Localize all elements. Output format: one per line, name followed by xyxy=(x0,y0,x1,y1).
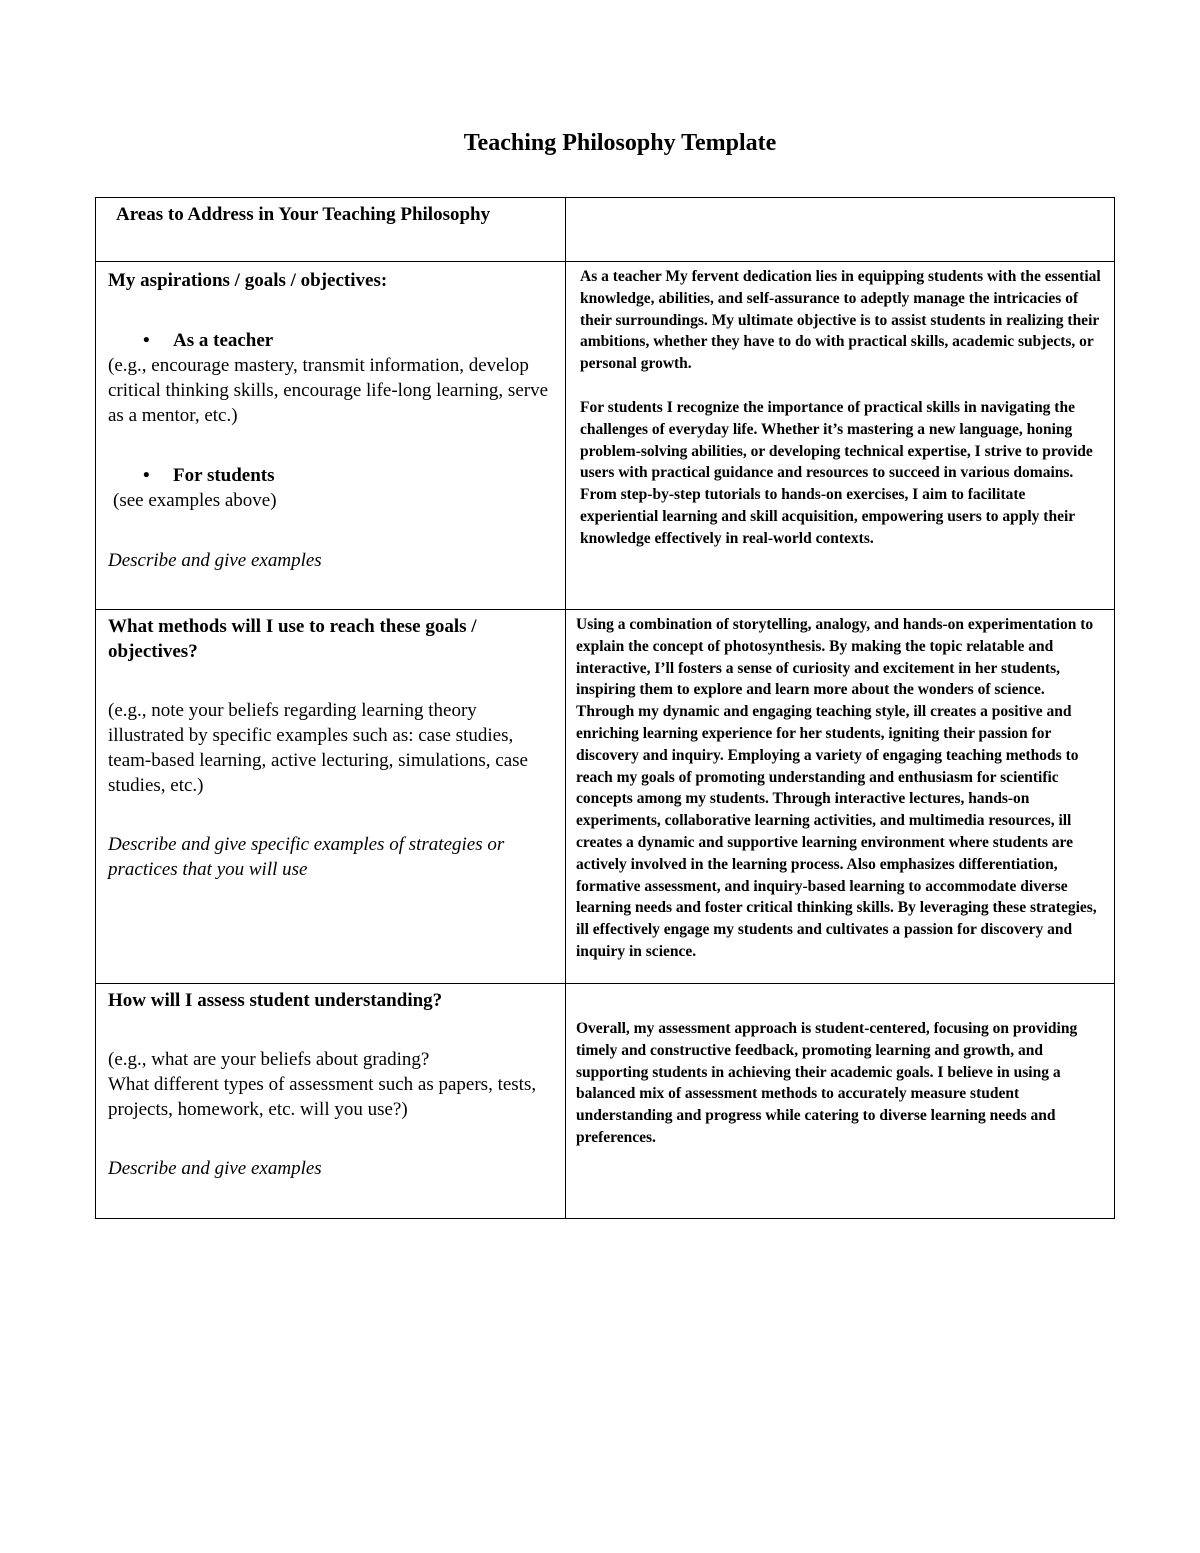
assessment-left-cell xyxy=(96,984,566,1219)
header-label: Areas to Address in Your Teaching Philosophy xyxy=(116,204,491,225)
assessment-examples-2: What different types of assessment such as papers, tests, projects, homework, etc. will you use?) xyxy=(108,1074,537,1120)
header-right-text xyxy=(566,198,1114,202)
bullet-dot-icon: • xyxy=(143,330,150,351)
assessment-row xyxy=(96,984,1115,1219)
header-left-cell xyxy=(96,198,566,262)
header-right-cell xyxy=(566,198,1115,262)
methods-examples: (e.g., note your beliefs regarding learning theory illustrated by specific examples such as: case studies, team-based learning, active lecturing, simulations, case studies, etc.) xyxy=(108,700,528,796)
goals-left-cell xyxy=(96,262,566,610)
goals-heading: My aspirations / goals / objectives: xyxy=(108,270,388,291)
philosophy-table xyxy=(95,197,1115,1219)
document-title: Teaching Philosophy Template xyxy=(463,130,777,156)
methods-answer: Using a combination of storytelling, analogy, and hands-on experimentation to explain the concept of photosynthesis. By making the topic relatable and interactive, I’ll fosters a sense of curiosity and excitement in her students, inspiring them to explore and learn more about the wonders of science. Through my dynamic and engaging teaching style, ill creates a positive and enriching learning experience for her students, igniting their passion for discovery and inquiry. Employing a variety of engaging teaching methods to reach my goals of promoting understanding and enthusiasm for scientific concepts among my students. Through interactive lectures, hands-on experiments, collaborative learning activities, and multimedia resources, ill creates a dynamic and supportive learning environment where students are actively involved in the learning process. Also emphasizes differentiation, formative assessment, and inquiry-based learning to accommodate diverse learning needs and foster critical thinking skills. By leveraging these strategies, ill effectively engage my students and cultivates a passion for discovery and inquiry in science. xyxy=(576,616,1097,960)
bullet-as-teacher xyxy=(108,328,553,353)
goals-right-cell xyxy=(566,262,1115,610)
assessment-examples-1: (e.g., what are your beliefs about grading? xyxy=(108,1049,430,1070)
bullet-for-students xyxy=(108,463,553,488)
table-header-row xyxy=(96,198,1115,262)
goals-row xyxy=(96,262,1115,610)
goals-answer-teacher: As a teacher My fervent dedication lies in equipping students with the essential knowledge, abilities, and self-assurance to adeptly manage the intricacies of their surroundings. My ultimate objective is to assist students in realizing their ambitions, whether they have to do with practical skills, academic subjects, or personal growth. xyxy=(580,268,1101,373)
bullet-for-students-label: For students xyxy=(173,465,275,486)
for-students-examples: (see examples above) xyxy=(113,490,277,511)
methods-right-cell xyxy=(566,610,1115,984)
methods-left-cell xyxy=(96,610,566,984)
bullet-dot-icon: • xyxy=(143,465,150,486)
as-teacher-examples: (e.g., encourage mastery, transmit information, develop critical thinking skills, encourage life-long learning, serve as a mentor, etc.) xyxy=(108,355,549,426)
goals-answer-students: For students I recognize the importance of practical skills in navigating the challenges of everyday life. Whether it’s mastering a new language, honing problem-solving abilities, or developing technical expertise, I strive to provide users with practical guidance and resources to succeed in various domains. From step-by-step tutorials to hands-on exercises, I aim to facilitate experiential learning and skill acquisition, empowering users to apply their knowledge effectively in real-world contexts. xyxy=(580,398,1093,547)
assessment-right-cell xyxy=(566,984,1115,1219)
assessment-prompt: Describe and give examples xyxy=(108,1158,322,1179)
assessment-answer: Overall, my assessment approach is student-centered, focusing on providing timely and constructive feedback, promoting learning and growth, and supporting students in achieving their academic goals. I believe in using a balanced mix of assessment methods to accurately measure student understanding and progress while catering to diverse learning needs and preferences. xyxy=(576,1020,1078,1146)
methods-row xyxy=(96,610,1115,984)
assessment-heading: How will I assess student understanding? xyxy=(108,990,443,1011)
goals-prompt: Describe and give examples xyxy=(108,550,322,571)
methods-prompt: Describe and give specific examples of strategies or practices that you will use xyxy=(108,834,505,880)
bullet-as-teacher-label: As a teacher xyxy=(173,330,274,351)
methods-heading: What methods will I use to reach these goals / objectives? xyxy=(108,616,477,662)
